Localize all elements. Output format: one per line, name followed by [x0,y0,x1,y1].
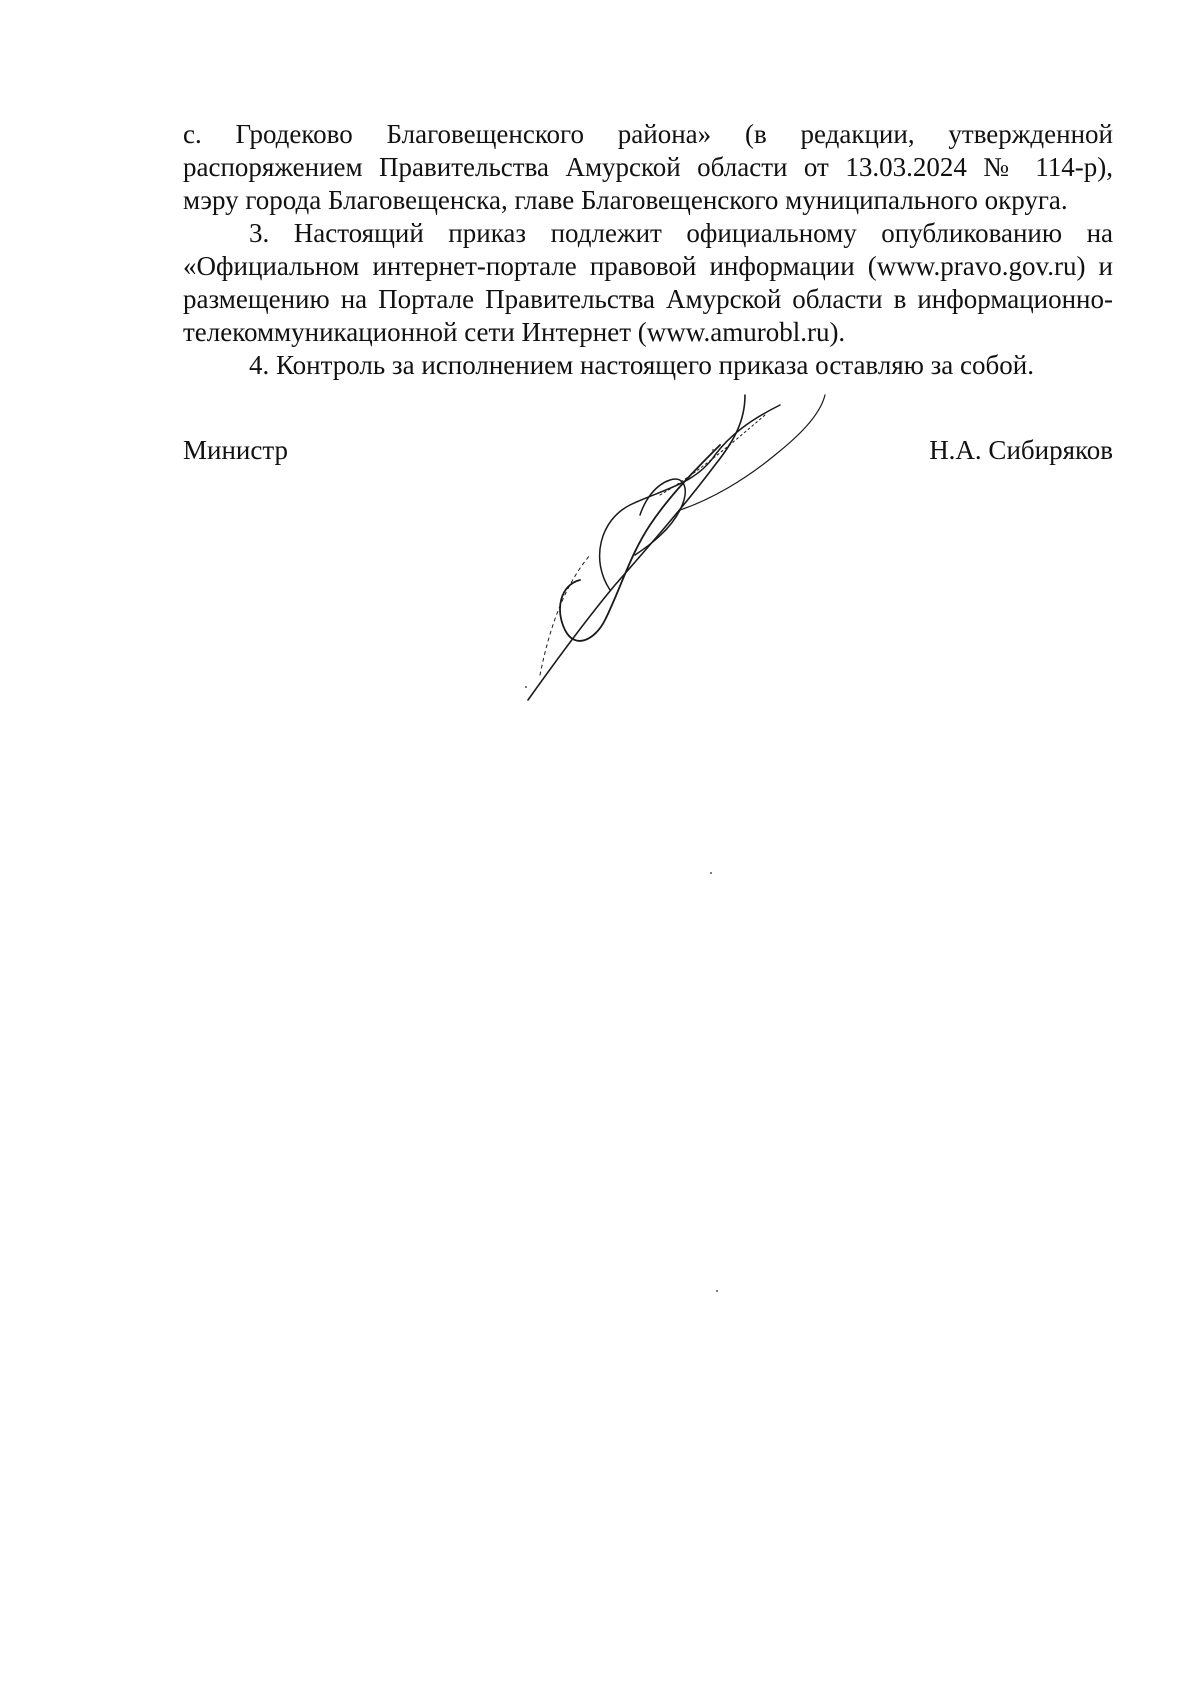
handwritten-signature [520,385,880,705]
document-body [183,118,1113,382]
signer-position: Министр [183,435,288,465]
text-line: «Официальном интернет-портале правовой информации (www.pravo.gov.ru) и [183,251,1113,281]
scan-speck [712,449,714,451]
scan-speck [710,872,712,874]
signer-name: Н.А. Сибиряков [929,435,1113,465]
scan-speck [525,686,527,688]
text-line: телекоммуникационной сети Интернет (www.amurobl.ru). [183,317,846,347]
text-line: с. Гродеково Благовещенского района» (в редакции, утвержденной [183,119,1113,149]
text-line: размещению на Портале Правительства Амурской области в информационно- [183,284,1113,314]
text-line: 4. Контроль за исполнением настоящего приказа оставляю за собой. [249,350,1034,380]
item-3-paragraph [183,217,1113,349]
scan-speck [716,1290,718,1292]
text-line: распоряжением Правительства Амурской области от 13.03.2024 № 114-р), [183,152,1113,182]
item-4-paragraph [183,349,1113,382]
paragraph-continuation [183,118,1113,217]
text-line: мэру города Благовещенска, главе Благовещенского муниципального округа. [183,185,1068,215]
text-line: 3. Настоящий приказ подлежит официальному опубликованию на [249,218,1113,248]
